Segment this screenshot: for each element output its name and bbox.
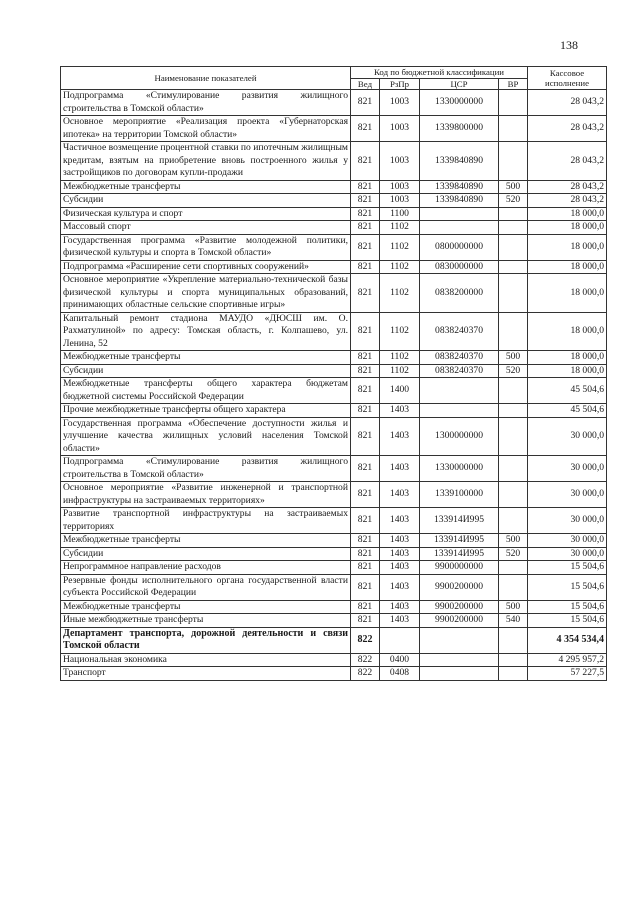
row-vr [499, 207, 528, 221]
row-csr [420, 653, 499, 667]
row-ved: 821 [351, 234, 380, 260]
row-rzpr: 1403 [380, 614, 420, 628]
row-csr: 1339800000 [420, 116, 499, 142]
row-vr [499, 274, 528, 313]
row-csr [420, 627, 499, 653]
row-name: Подпрограмма «Стимулирование развития жилищного строительства в Томской области» [61, 456, 351, 482]
row-amount: 57 227,5 [528, 667, 607, 681]
row-name: Физическая культура и спорт [61, 207, 351, 221]
table-row [61, 667, 607, 681]
header-csr: ЦСР [420, 78, 499, 90]
row-vr [499, 312, 528, 351]
row-ved: 821 [351, 194, 380, 208]
row-name: Развитие транспортной инфраструктуры на застраиваемых территориях [61, 508, 351, 534]
table-row [61, 142, 607, 181]
row-name: Государственная программа «Развитие молодежной политики, физической культуры и спорта в Томской области» [61, 234, 351, 260]
row-ved: 821 [351, 404, 380, 418]
row-rzpr: 1003 [380, 116, 420, 142]
row-amount: 18 000,0 [528, 312, 607, 351]
table-row [61, 351, 607, 365]
row-csr: 0800000000 [420, 234, 499, 260]
row-amount: 15 504,6 [528, 574, 607, 600]
table-row [61, 378, 607, 404]
row-rzpr: 1102 [380, 274, 420, 313]
row-amount: 45 504,6 [528, 378, 607, 404]
row-csr: 0838240370 [420, 312, 499, 351]
row-csr [420, 404, 499, 418]
row-amount: 4 354 534,4 [528, 627, 607, 653]
row-vr [499, 667, 528, 681]
row-rzpr: 1403 [380, 417, 420, 456]
row-vr: 540 [499, 614, 528, 628]
row-name: Частичное возмещение процентной ставки по ипотечным жилищным кредитам, взятым на приобретение вновь построенного жилья у застройщиков по договорам купли-продажи [61, 142, 351, 181]
row-vr [499, 653, 528, 667]
header-ved: Вед [351, 78, 380, 90]
row-name: Транспорт [61, 667, 351, 681]
header-amount: Кассовое исполнение [528, 67, 607, 90]
row-amount: 18 000,0 [528, 364, 607, 378]
row-name: Департамент транспорта, дорожной деятельности и связи Томской области [61, 627, 351, 653]
header-code-group: Код по бюджетной классификации [351, 67, 528, 79]
row-vr [499, 456, 528, 482]
row-csr: 9900200000 [420, 574, 499, 600]
row-name: Резервные фонды исполнительного органа государственной власти субъекта Российской Федерации [61, 574, 351, 600]
table-row [61, 482, 607, 508]
row-ved: 821 [351, 260, 380, 274]
row-csr: 1339100000 [420, 482, 499, 508]
row-csr: 1300000000 [420, 417, 499, 456]
row-amount: 28 043,2 [528, 142, 607, 181]
row-amount: 4 295 957,2 [528, 653, 607, 667]
table-row [61, 653, 607, 667]
row-vr [499, 627, 528, 653]
header-vr: ВР [499, 78, 528, 90]
row-rzpr: 1003 [380, 194, 420, 208]
row-name: Национальная экономика [61, 653, 351, 667]
row-name: Субсидии [61, 547, 351, 561]
row-name: Непрограммное направление расходов [61, 561, 351, 575]
table-body [61, 90, 607, 681]
row-rzpr [380, 627, 420, 653]
row-name: Межбюджетные трансферты [61, 600, 351, 614]
row-ved: 821 [351, 417, 380, 456]
table-row [61, 534, 607, 548]
row-rzpr: 1403 [380, 482, 420, 508]
row-rzpr: 1102 [380, 221, 420, 235]
row-amount: 30 000,0 [528, 547, 607, 561]
row-vr [499, 417, 528, 456]
row-ved: 821 [351, 600, 380, 614]
row-amount: 30 000,0 [528, 456, 607, 482]
table-row [61, 274, 607, 313]
row-csr: 133914И995 [420, 508, 499, 534]
row-amount: 18 000,0 [528, 274, 607, 313]
row-amount: 18 000,0 [528, 221, 607, 235]
table-row [61, 547, 607, 561]
row-csr: 1330000000 [420, 90, 499, 116]
table-row [61, 404, 607, 418]
row-csr: 1339840890 [420, 142, 499, 181]
row-amount: 18 000,0 [528, 207, 607, 221]
row-csr: 9900000000 [420, 561, 499, 575]
row-vr: 500 [499, 180, 528, 194]
table-row [61, 508, 607, 534]
row-vr: 500 [499, 351, 528, 365]
row-rzpr: 1403 [380, 574, 420, 600]
row-ved: 821 [351, 378, 380, 404]
row-vr [499, 90, 528, 116]
row-rzpr: 1403 [380, 561, 420, 575]
row-ved: 821 [351, 547, 380, 561]
row-csr: 1339840890 [420, 180, 499, 194]
row-rzpr: 1403 [380, 534, 420, 548]
row-amount: 18 000,0 [528, 260, 607, 274]
row-csr: 1330000000 [420, 456, 499, 482]
row-amount: 15 504,6 [528, 561, 607, 575]
row-ved: 821 [351, 456, 380, 482]
row-ved: 822 [351, 627, 380, 653]
row-rzpr: 1102 [380, 312, 420, 351]
row-vr [499, 404, 528, 418]
row-amount: 28 043,2 [528, 194, 607, 208]
row-vr: 520 [499, 547, 528, 561]
row-csr [420, 207, 499, 221]
row-ved: 821 [351, 142, 380, 181]
row-rzpr: 1003 [380, 142, 420, 181]
table-row [61, 312, 607, 351]
row-csr: 133914И995 [420, 547, 499, 561]
row-name: Иные межбюджетные трансферты [61, 614, 351, 628]
row-amount: 28 043,2 [528, 180, 607, 194]
row-rzpr: 1403 [380, 547, 420, 561]
budget-table [60, 66, 607, 681]
row-rzpr: 1403 [380, 508, 420, 534]
row-rzpr: 1403 [380, 404, 420, 418]
row-name: Межбюджетные трансферты [61, 351, 351, 365]
row-csr [420, 221, 499, 235]
row-name: Межбюджетные трансферты общего характера бюджетам бюджетной системы Российской Федерации [61, 378, 351, 404]
row-amount: 18 000,0 [528, 351, 607, 365]
row-vr [499, 561, 528, 575]
row-ved: 821 [351, 614, 380, 628]
row-ved: 821 [351, 207, 380, 221]
row-ved: 821 [351, 574, 380, 600]
row-csr [420, 667, 499, 681]
row-amount: 30 000,0 [528, 482, 607, 508]
row-rzpr: 1403 [380, 600, 420, 614]
table-row [61, 456, 607, 482]
row-ved: 821 [351, 351, 380, 365]
row-ved: 821 [351, 561, 380, 575]
row-vr: 500 [499, 600, 528, 614]
row-ved: 821 [351, 274, 380, 313]
row-vr [499, 378, 528, 404]
table-row [61, 207, 607, 221]
row-csr: 9900200000 [420, 600, 499, 614]
row-rzpr: 1102 [380, 351, 420, 365]
row-rzpr: 1102 [380, 260, 420, 274]
row-amount: 15 504,6 [528, 600, 607, 614]
row-vr [499, 234, 528, 260]
row-csr: 0838240370 [420, 351, 499, 365]
row-amount: 28 043,2 [528, 90, 607, 116]
row-ved: 821 [351, 116, 380, 142]
row-csr: 1339840890 [420, 194, 499, 208]
table-row [61, 180, 607, 194]
row-rzpr: 1403 [380, 456, 420, 482]
page-number: 138 [560, 38, 578, 52]
table-row [61, 260, 607, 274]
row-rzpr: 1003 [380, 180, 420, 194]
row-rzpr: 0408 [380, 667, 420, 681]
row-name: Основное мероприятие «Укрепление материально-технической базы физической культуры и спорта муниципальных образований, принимающих областные сельские спортивные игры» [61, 274, 351, 313]
row-name: Межбюджетные трансферты [61, 534, 351, 548]
table-row [61, 221, 607, 235]
row-vr: 520 [499, 194, 528, 208]
row-vr [499, 221, 528, 235]
row-amount: 30 000,0 [528, 508, 607, 534]
table-row [61, 627, 607, 653]
row-ved: 821 [351, 534, 380, 548]
row-name: Капитальный ремонт стадиона МАУДО «ДЮСШ им. О. Рахматулиной» по адресу: Томская область, г. Колпашево, ул. Ленина, 52 [61, 312, 351, 351]
row-vr [499, 142, 528, 181]
row-vr: 520 [499, 364, 528, 378]
row-name: Государственная программа «Обеспечение доступности жилья и улучшение качества жилищных условий населения Томской области» [61, 417, 351, 456]
row-vr: 500 [499, 534, 528, 548]
table-row [61, 600, 607, 614]
row-vr [499, 260, 528, 274]
table-row [61, 90, 607, 116]
row-csr [420, 378, 499, 404]
row-ved: 821 [351, 482, 380, 508]
row-name: Подпрограмма «Расширение сети спортивных сооружений» [61, 260, 351, 274]
row-amount: 28 043,2 [528, 116, 607, 142]
row-rzpr: 1100 [380, 207, 420, 221]
table-row [61, 364, 607, 378]
row-ved: 821 [351, 221, 380, 235]
row-vr [499, 574, 528, 600]
row-csr: 133914И995 [420, 534, 499, 548]
row-csr: 0838240370 [420, 364, 499, 378]
row-amount: 30 000,0 [528, 417, 607, 456]
table-row [61, 194, 607, 208]
table-row [61, 234, 607, 260]
row-name: Основное мероприятие «Развитие инженерной и транспортной инфраструктуры на застраиваемых территориях» [61, 482, 351, 508]
table-row [61, 417, 607, 456]
row-ved: 821 [351, 508, 380, 534]
row-ved: 821 [351, 312, 380, 351]
table-row [61, 574, 607, 600]
row-rzpr: 1102 [380, 364, 420, 378]
row-amount: 18 000,0 [528, 234, 607, 260]
row-name: Субсидии [61, 364, 351, 378]
row-csr: 0838200000 [420, 274, 499, 313]
row-ved: 822 [351, 653, 380, 667]
row-rzpr: 0400 [380, 653, 420, 667]
row-name: Массовый спорт [61, 221, 351, 235]
row-amount: 45 504,6 [528, 404, 607, 418]
row-name: Субсидии [61, 194, 351, 208]
header-name: Наименование показателей [61, 67, 351, 90]
table-row [61, 561, 607, 575]
row-vr [499, 482, 528, 508]
row-ved: 821 [351, 90, 380, 116]
row-amount: 15 504,6 [528, 614, 607, 628]
row-rzpr: 1102 [380, 234, 420, 260]
row-name: Межбюджетные трансферты [61, 180, 351, 194]
row-rzpr: 1003 [380, 90, 420, 116]
row-rzpr: 1400 [380, 378, 420, 404]
row-ved: 821 [351, 180, 380, 194]
row-csr: 0830000000 [420, 260, 499, 274]
row-vr [499, 508, 528, 534]
row-vr [499, 116, 528, 142]
row-csr: 9900200000 [420, 614, 499, 628]
table-row [61, 614, 607, 628]
row-name: Прочие межбюджетные трансферты общего характера [61, 404, 351, 418]
row-name: Основное мероприятие «Реализация проекта «Губернаторская ипотека» на территории Томской области» [61, 116, 351, 142]
table-row [61, 116, 607, 142]
row-ved: 821 [351, 364, 380, 378]
row-amount: 30 000,0 [528, 534, 607, 548]
header-rzpr: РзПр [380, 78, 420, 90]
row-name: Подпрограмма «Стимулирование развития жилищного строительства в Томской области» [61, 90, 351, 116]
row-ved: 822 [351, 667, 380, 681]
